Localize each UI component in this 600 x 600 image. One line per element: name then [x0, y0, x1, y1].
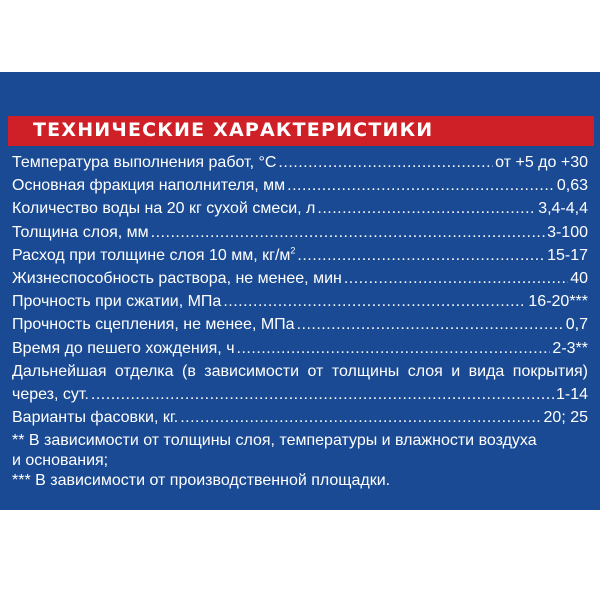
leader-dots — [151, 221, 545, 244]
footnote: *** В зависимости от производственной площадки. — [12, 472, 391, 490]
spec-row — [12, 244, 588, 267]
spec-label: Прочность при сжатии, МПа — [12, 293, 222, 311]
spec-value: 1-14 — [555, 385, 588, 403]
page-title: ТЕХНИЧЕСКИЕ ХАРАКТЕРИСТИКИ — [33, 119, 434, 141]
spec-label-text: Расход при толщине слоя 10 мм, кг/м — [12, 246, 291, 264]
spec-value: 15-17 — [547, 246, 588, 264]
spec-row — [12, 290, 588, 313]
spec-value: 3-100 — [547, 223, 588, 241]
spec-label: Количество воды на 20 кг сухой смеси, л — [12, 200, 316, 218]
spec-label-superscript: 2 — [290, 245, 296, 256]
spec-label-line1: Дальнейшая отделка (в зависимости от толщины слоя и вида покрытия) — [12, 362, 588, 380]
spec-label: Время до пешего хождения, ч — [12, 339, 235, 357]
leader-dots — [287, 174, 555, 197]
leader-dots — [278, 151, 493, 174]
spec-row — [12, 337, 588, 360]
spec-row — [12, 151, 588, 174]
spec-row — [12, 267, 588, 290]
footnote: ** В зависимости от толщины слоя, температуры и влажности воздуха — [12, 432, 537, 450]
footnote-continuation: и основания; — [12, 452, 109, 470]
leader-dots — [180, 406, 541, 429]
leader-dots — [237, 337, 551, 360]
spec-value: 0,63 — [556, 177, 588, 195]
leader-dots — [297, 313, 564, 336]
spec-value: 40 — [570, 269, 588, 287]
spec-row — [12, 313, 588, 336]
footnotes — [12, 431, 588, 491]
spec-value: 2-3** — [552, 339, 588, 357]
spec-row-multiline — [12, 360, 588, 383]
title-bar — [8, 116, 594, 146]
spec-row — [12, 221, 588, 244]
leader-dots — [223, 290, 526, 313]
spec-row — [12, 174, 588, 197]
spec-label: Прочность сцепления, не менее, МПа — [12, 316, 295, 334]
spec-label: Варианты фасовки, кг. — [12, 409, 179, 427]
spec-label: Жизнеспособность раствора, не менее, мин — [12, 269, 342, 287]
leader-dots — [91, 383, 554, 406]
spec-label — [12, 244, 295, 267]
spec-value: от +5 до +30 — [495, 154, 588, 171]
spec-row — [12, 383, 588, 406]
spec-row — [12, 406, 588, 429]
specs-list — [12, 151, 588, 491]
leader-dots — [297, 244, 545, 267]
spec-label: Толщина слоя, мм — [12, 223, 149, 241]
spec-label: Основная фракция наполнителя, мм — [12, 177, 286, 195]
spec-row — [12, 197, 588, 220]
leader-dots — [344, 267, 568, 290]
specs-card — [0, 72, 600, 510]
leader-dots — [317, 197, 536, 220]
spec-value: 20; 25 — [543, 409, 588, 427]
spec-value: 0,7 — [565, 316, 588, 334]
spec-label-line2: через, сут. — [12, 385, 89, 403]
spec-label: Температура выполнения работ, °C — [12, 154, 277, 171]
spec-value: 16-20*** — [528, 293, 588, 311]
spec-value: 3,4-4,4 — [538, 200, 588, 218]
